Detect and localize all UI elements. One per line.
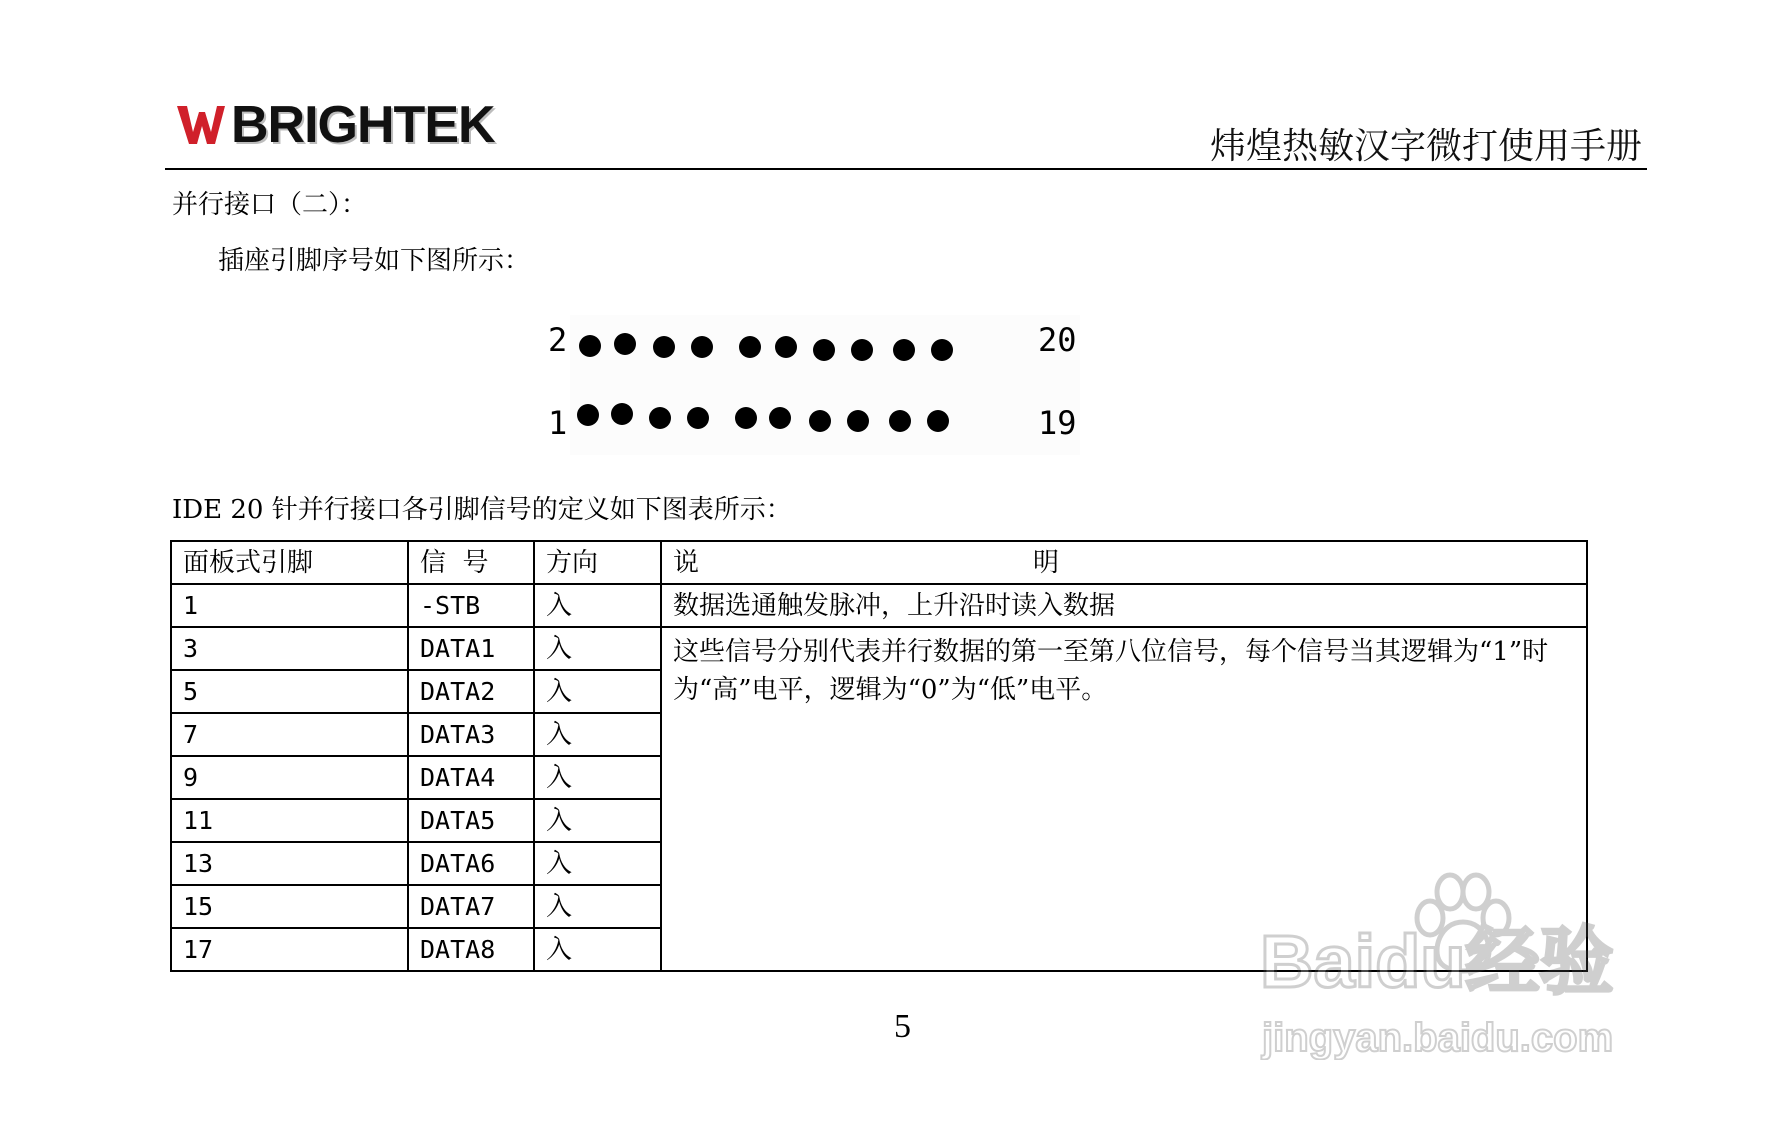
cell-direction: 入	[534, 885, 661, 928]
pin-dot-bottom-3	[649, 407, 671, 429]
pin-dot-bottom-8	[847, 410, 869, 432]
cell-description-data: 这些信号分别代表并行数据的第一至第八位信号，每个信号当其逻辑为“1”时为“高”电平，逻辑为“0”为“低”电平。	[661, 627, 1587, 971]
brand-logo	[175, 97, 495, 153]
header-signal: 信 号	[408, 541, 534, 584]
pin-dot-bottom-1	[577, 404, 599, 426]
pin-dot-top-8	[851, 339, 873, 361]
pin-dot-bottom-4	[687, 407, 709, 429]
section-title: 并行接口（二）：	[172, 190, 368, 220]
cell-pin: 3	[171, 627, 408, 670]
cell-signal: DATA2	[408, 670, 534, 713]
cell-direction: 入	[534, 799, 661, 842]
header-rule	[165, 168, 1647, 170]
cell-direction: 入	[534, 627, 661, 670]
cell-signal: -STB	[408, 584, 534, 627]
pin-dot-bottom-9	[889, 410, 911, 432]
header-description	[661, 541, 1587, 584]
socket-note: 插座引脚序号如下图所示：	[218, 246, 531, 276]
cell-signal: DATA5	[408, 799, 534, 842]
watermark-main-text: Baidu经验	[1260, 920, 1614, 1003]
baidu-watermark	[1260, 870, 1680, 1070]
cell-direction: 入	[534, 670, 661, 713]
pin-diagram	[540, 315, 1100, 455]
pin-dot-top-2	[614, 333, 636, 355]
cell-signal: DATA7	[408, 885, 534, 928]
pin-dot-bottom-2	[611, 403, 633, 425]
pin-dot-bottom-10	[927, 410, 949, 432]
header-description-part1: 说	[673, 547, 700, 578]
pin-diagram-background	[570, 315, 1080, 455]
pin-dot-top-6	[775, 336, 797, 358]
pin-dot-top-1	[579, 335, 601, 357]
cell-direction: 入	[534, 842, 661, 885]
cell-pin: 11	[171, 799, 408, 842]
table-row	[171, 584, 1587, 627]
pin-dot-bottom-5	[735, 407, 757, 429]
pin-label-top-left: 2	[548, 321, 568, 359]
pin-dot-top-10	[931, 339, 953, 361]
pin-label-bottom-right: 19	[1038, 404, 1077, 442]
cell-signal: DATA6	[408, 842, 534, 885]
pin-dot-bottom-7	[809, 410, 831, 432]
pin-dot-top-3	[653, 336, 675, 358]
header-description-part2: 明	[1033, 547, 1060, 578]
cell-direction: 入	[534, 928, 661, 971]
brand-name: BRIGHTEK	[231, 96, 495, 154]
pin-dot-top-7	[813, 339, 835, 361]
document-title: 炜煌热敏汉字微打使用手册	[1209, 126, 1642, 167]
table-intro: IDE 20 针并行接口各引脚信号的定义如下图表所示：	[172, 495, 792, 525]
cell-signal: DATA1	[408, 627, 534, 670]
cell-pin: 9	[171, 756, 408, 799]
table-row	[171, 627, 1587, 670]
cell-direction: 入	[534, 584, 661, 627]
pin-dot-top-9	[893, 339, 915, 361]
brightek-logo-icon	[175, 102, 227, 148]
pin-label-bottom-left: 1	[548, 404, 568, 442]
pin-dot-top-4	[691, 336, 713, 358]
header-direction: 方向	[534, 541, 661, 584]
cell-signal: DATA3	[408, 713, 534, 756]
cell-pin: 13	[171, 842, 408, 885]
pin-label-top-right: 20	[1038, 321, 1077, 359]
header-pin: 面板式引脚	[171, 541, 408, 584]
watermark-url: jingyan.baidu.com	[1262, 1016, 1614, 1060]
cell-pin: 1	[171, 584, 408, 627]
table-header-row	[171, 541, 1587, 584]
cell-pin: 15	[171, 885, 408, 928]
cell-pin: 17	[171, 928, 408, 971]
cell-description-stb: 数据选通触发脉冲，上升沿时读入数据	[661, 584, 1587, 627]
pin-dot-bottom-6	[769, 407, 791, 429]
cell-signal: DATA8	[408, 928, 534, 971]
cell-direction: 入	[534, 756, 661, 799]
cell-signal: DATA4	[408, 756, 534, 799]
cell-pin: 7	[171, 713, 408, 756]
pin-dot-top-5	[739, 336, 761, 358]
page-number: 5	[894, 1008, 911, 1045]
cell-pin: 5	[171, 670, 408, 713]
cell-direction: 入	[534, 713, 661, 756]
